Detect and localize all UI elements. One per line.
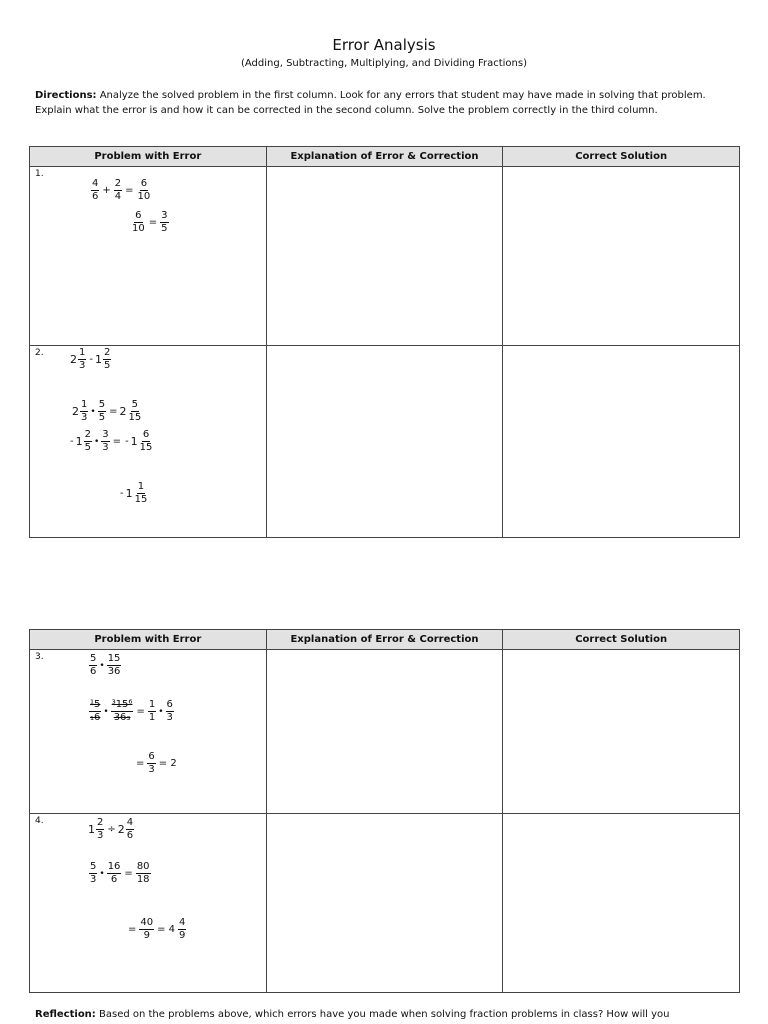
page-title: Error Analysis <box>332 36 436 54</box>
numerator: 2 <box>84 429 91 440</box>
error-table-2 <box>29 629 740 993</box>
numerator: ¹5 <box>90 699 101 710</box>
problem-cell-4 <box>30 814 267 993</box>
numerator: 5 <box>90 653 97 664</box>
operator: ÷ <box>107 824 116 835</box>
whole-number: 1 <box>88 823 95 836</box>
problem-cell-1 <box>30 167 267 346</box>
whole-number: 2 <box>72 405 79 418</box>
denominator: 3 <box>90 874 97 885</box>
numerator: 6 <box>135 210 142 221</box>
reflection <box>35 1009 735 1020</box>
denominator: 18 <box>136 874 150 885</box>
fraction <box>96 818 104 841</box>
directions-label: Directions: <box>35 90 97 101</box>
numerator: 5 <box>131 399 138 410</box>
numerator: 2 <box>114 178 122 189</box>
denominator: 6 <box>126 830 134 841</box>
numerator: 3 <box>102 429 109 440</box>
denominator: 10 <box>132 223 145 234</box>
operator: = <box>136 758 145 769</box>
error-table-1 <box>29 146 740 538</box>
directions-text: Analyze the solved problem in the first column. Look for any errors that student may have made in solving that problem. Explain what the error is and how it can be corrected in the second column. Solve the problem correctly in the third column. <box>35 90 706 116</box>
equation-line <box>126 918 187 941</box>
reflection-label: Reflection: <box>35 1009 96 1020</box>
equation-line <box>134 752 179 775</box>
denominator: 1 <box>148 712 156 723</box>
fraction <box>131 211 146 234</box>
fraction <box>178 918 186 941</box>
numerator: 80 <box>136 861 150 872</box>
page-subtitle: (Adding, Subtracting, Multiplying, and Dividing Fractions) <box>240 58 527 69</box>
table-row <box>30 650 740 814</box>
numerator: 6 <box>140 178 148 189</box>
column-header-problem: Problem with Error <box>30 147 267 167</box>
equation-line <box>90 179 152 202</box>
table-row <box>30 167 740 346</box>
problem-number: 1. <box>35 169 44 179</box>
fraction <box>139 430 154 453</box>
operator: • <box>99 660 105 671</box>
numerator: 6 <box>148 751 155 762</box>
denominator: 15 <box>128 412 142 423</box>
table-row <box>30 346 740 538</box>
denominator: 3 <box>166 712 173 723</box>
equation-line <box>68 430 154 453</box>
operator: • <box>103 706 109 717</box>
numerator: 3 <box>161 210 168 221</box>
explanation-cell-4[interactable] <box>266 814 503 993</box>
problem-number: 2. <box>35 348 44 358</box>
solution-cell-4[interactable] <box>503 814 740 993</box>
equation-line <box>88 818 135 841</box>
fraction <box>84 430 92 453</box>
denominator: 9 <box>179 930 186 941</box>
denominator: 36 <box>107 666 121 677</box>
numerator: 15 <box>107 653 121 664</box>
fraction <box>98 400 106 423</box>
solution-cell-3[interactable] <box>503 650 740 814</box>
whole-number: 1 <box>75 435 83 448</box>
fraction <box>107 654 122 677</box>
fraction <box>114 179 122 202</box>
fraction <box>101 430 109 453</box>
equation-line <box>88 654 122 677</box>
explanation-cell-3[interactable] <box>266 650 503 814</box>
operator: • <box>99 868 105 879</box>
denominator: 6 <box>110 874 118 885</box>
column-header-explanation: Explanation of Error & Correction <box>266 147 503 167</box>
numerator: 40 <box>140 917 154 928</box>
column-header-explanation: Explanation of Error & Correction <box>266 630 503 650</box>
column-header-problem: Problem with Error <box>30 630 267 650</box>
denominator: 6 <box>90 666 97 677</box>
fraction <box>147 752 155 775</box>
denominator: 4 <box>114 191 122 202</box>
fraction <box>136 862 151 885</box>
operator: - <box>89 354 93 365</box>
denominator: 15 <box>139 442 153 453</box>
numerator: 1 <box>81 399 88 410</box>
operator: = <box>148 217 158 228</box>
operator: - <box>70 436 74 447</box>
fraction <box>89 654 97 677</box>
problem-number: 3. <box>35 652 44 662</box>
operator: - <box>125 436 129 447</box>
operator: • <box>93 436 100 447</box>
solution-cell-1[interactable] <box>503 167 740 346</box>
equation-line <box>88 700 175 723</box>
fraction <box>127 400 142 423</box>
numerator: 4 <box>179 917 186 928</box>
denominator: 36₃ <box>113 712 131 723</box>
fraction <box>103 348 111 371</box>
denominator: 10 <box>137 191 151 202</box>
denominator: 9 <box>143 930 150 941</box>
denominator: 5 <box>84 442 91 453</box>
fraction <box>80 400 88 423</box>
numerator: 6 <box>142 429 150 440</box>
numerator: 2 <box>103 347 111 358</box>
reflection-text: Based on the problems above, which errors have you made when solving fraction problems in class? How will you <box>99 1009 670 1020</box>
denominator: 3 <box>102 442 109 453</box>
problem-cell-2 <box>30 346 267 538</box>
operator: • <box>158 706 164 717</box>
equation-line <box>130 211 170 234</box>
problem-cell-3 <box>30 650 267 814</box>
denominator: 3 <box>81 412 88 423</box>
column-header-solution: Correct Solution <box>503 147 740 167</box>
equation-line <box>88 862 152 885</box>
operator: + <box>102 185 111 196</box>
numerator: 2 <box>97 817 104 828</box>
whole-number: 1 <box>130 435 138 448</box>
fraction <box>166 700 174 723</box>
fraction <box>137 179 152 202</box>
operator: = <box>124 868 133 879</box>
operator: - <box>120 488 124 499</box>
denominator: 3 <box>97 830 104 841</box>
column-header-solution: Correct Solution <box>503 630 740 650</box>
fraction <box>89 862 97 885</box>
fraction <box>160 211 168 234</box>
numerator: 5 <box>90 861 97 872</box>
fraction <box>126 818 134 841</box>
directions <box>35 88 735 118</box>
numerator: 16 <box>107 861 121 872</box>
operator: = <box>128 924 137 935</box>
numerator: 4 <box>126 817 134 828</box>
denominator: 5 <box>98 412 106 423</box>
fraction <box>139 918 154 941</box>
equation-line <box>72 400 143 423</box>
operator: = <box>136 706 145 717</box>
denominator: 5 <box>161 223 168 234</box>
numerator: 6 <box>166 699 173 710</box>
equation-line <box>70 348 112 371</box>
whole-number: 1 <box>94 353 102 366</box>
equation-line <box>118 482 149 505</box>
whole-number: 2 <box>70 353 77 366</box>
whole-number: 2 <box>117 823 125 836</box>
solution-cell-2[interactable] <box>503 346 740 538</box>
operator: = 2 <box>158 758 177 769</box>
fraction <box>134 482 149 505</box>
denominator: ₁6 <box>90 712 101 723</box>
numerator: 1 <box>148 699 156 710</box>
fraction <box>78 348 86 371</box>
whole-number: 2 <box>119 405 127 418</box>
operator: = <box>109 406 118 417</box>
operator: = <box>125 185 134 196</box>
operator: = 4 <box>157 924 176 935</box>
denominator: 3 <box>148 764 155 775</box>
explanation-cell-2[interactable] <box>266 346 503 538</box>
fraction <box>111 700 134 723</box>
fraction <box>89 700 101 723</box>
denominator: 6 <box>92 191 99 202</box>
fraction <box>91 179 99 202</box>
whole-number: 1 <box>125 487 133 500</box>
explanation-cell-1[interactable] <box>266 167 503 346</box>
numerator: ³15⁶ <box>111 699 133 710</box>
denominator: 3 <box>79 360 86 371</box>
numerator: 5 <box>98 399 106 410</box>
numerator: 1 <box>79 347 86 358</box>
fraction <box>148 700 156 723</box>
fraction <box>107 862 122 885</box>
numerator: 4 <box>92 178 99 189</box>
table-row <box>30 814 740 993</box>
numerator: 1 <box>137 481 145 492</box>
problem-number: 4. <box>35 816 44 826</box>
denominator: 5 <box>103 360 111 371</box>
operator: = <box>112 436 122 447</box>
operator: • <box>90 406 96 417</box>
denominator: 15 <box>134 494 148 505</box>
